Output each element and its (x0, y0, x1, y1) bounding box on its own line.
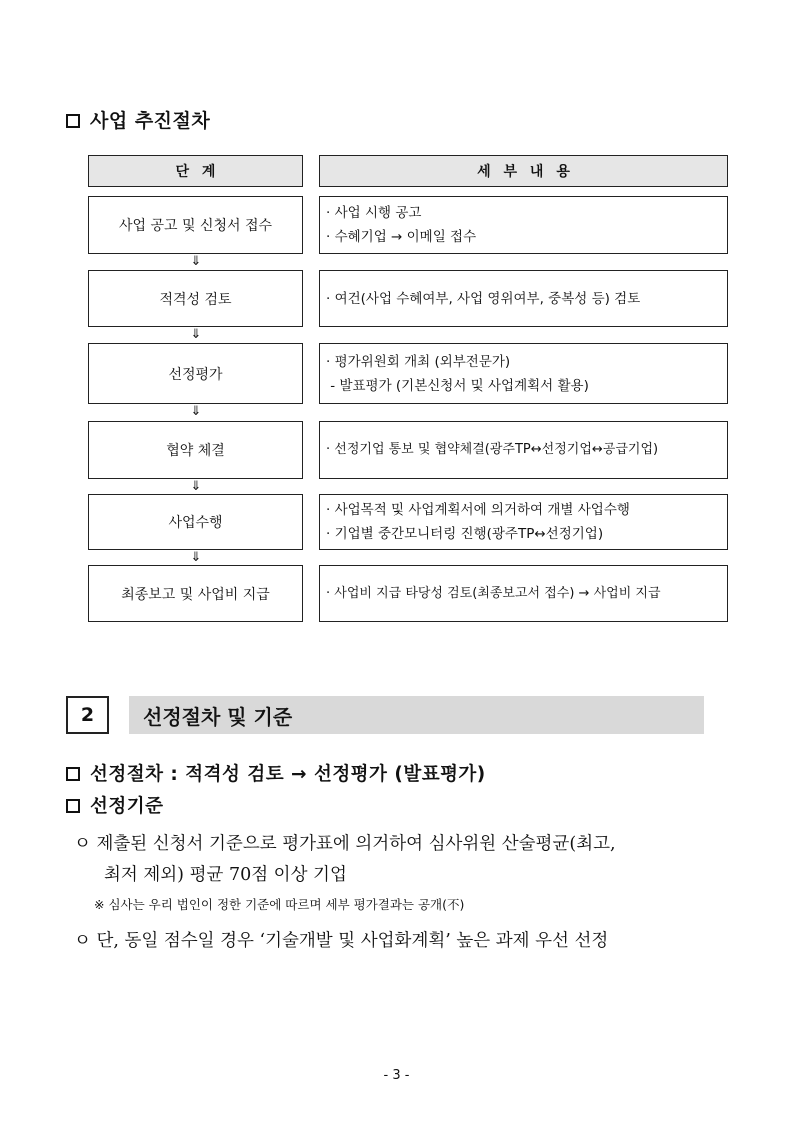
detail-line: · 사업목적 및 사업계획서에 의거하여 개별 사업수행 (326, 502, 630, 518)
detail-line: - 발표평가 (기본신청서 및 사업계획서 활용) (326, 377, 589, 394)
procedure-title: 선정절차 : 적격성 검토 → 선정평가 (발표평가) (90, 764, 486, 785)
criteria-heading (66, 792, 163, 818)
detail-line: · 여건(사업 수혜여부, 사업 영위여부, 중복성 등) 검토 (326, 290, 641, 307)
section-number: 2 (80, 704, 95, 726)
criteria-title: 선정기준 (90, 796, 164, 817)
down-arrow-icon: ⇓ (190, 550, 202, 565)
step-box (88, 565, 303, 622)
step-name: 최종보고 및 사업비 지급 (121, 586, 270, 603)
checkbox-bullet-icon (66, 799, 80, 813)
section-number-box (66, 696, 109, 734)
down-arrow-icon: ⇓ (190, 254, 202, 269)
checkbox-bullet-icon (66, 767, 80, 781)
section-title: 사업 추진절차 (90, 110, 211, 132)
criteria-note: ※ 심사는 우리 법인이 정한 기준에 따르며 세부 평가결과는 공개(不) (94, 897, 465, 912)
criteria-item: ㅇ 제출된 신청서 기준으로 평가표에 의거하여 심사위원 산술평균(최고, (74, 834, 616, 854)
detail-box (319, 421, 728, 479)
table-header-detail (319, 155, 728, 187)
detail-box (319, 270, 728, 327)
page-number: - 3 - (383, 1068, 410, 1083)
criteria-item: ㅇ 단, 동일 점수일 경우 ‘기술개발 및 사업화계획’ 높은 과제 우선 선정 (74, 931, 609, 951)
down-arrow-icon: ⇓ (190, 479, 202, 494)
detail-line: · 사업 시행 공고 (326, 205, 422, 221)
detail-line: · 평가위원회 개최 (외부전문가) (326, 353, 511, 370)
table-header-step (88, 155, 303, 187)
detail-line: · 기업별 중간모니터링 진행(광주TP↔선정기업) (326, 526, 604, 542)
down-arrow-icon: ⇓ (190, 404, 202, 419)
detail-line: · 선정기업 통보 및 협약체결(광주TP↔선정기업↔공급기업) (326, 442, 659, 457)
step-box (88, 196, 303, 254)
checkbox-bullet-icon (66, 114, 80, 128)
section-title-bar (129, 696, 704, 734)
detail-box (319, 343, 728, 404)
step-box (88, 270, 303, 327)
header-label: 단 계 (175, 164, 216, 180)
criteria-item-continuation: 최저 제외) 평균 70점 이상 기업 (104, 865, 347, 885)
step-name: 사업수행 (168, 515, 223, 531)
step-box (88, 343, 303, 404)
step-name: 선정평가 (168, 366, 223, 383)
step-name: 협약 체결 (166, 443, 225, 459)
detail-box (319, 196, 728, 254)
step-box (88, 421, 303, 479)
procedure-heading (66, 760, 486, 786)
header-label: 세 부 내 용 (477, 164, 570, 180)
step-name: 사업 공고 및 신청서 접수 (118, 218, 273, 234)
section-heading-procedure (66, 106, 210, 133)
step-name: 적격성 검토 (159, 291, 232, 308)
detail-line: · 사업비 지급 타당성 검토(최종보고서 접수) → 사업비 지급 (326, 585, 661, 601)
section-title: 선정절차 및 기준 (143, 704, 293, 729)
detail-box (319, 565, 728, 622)
step-box (88, 494, 303, 550)
detail-line: · 수혜기업 → 이메일 접수 (326, 229, 477, 245)
down-arrow-icon: ⇓ (190, 327, 202, 342)
detail-box (319, 494, 728, 550)
